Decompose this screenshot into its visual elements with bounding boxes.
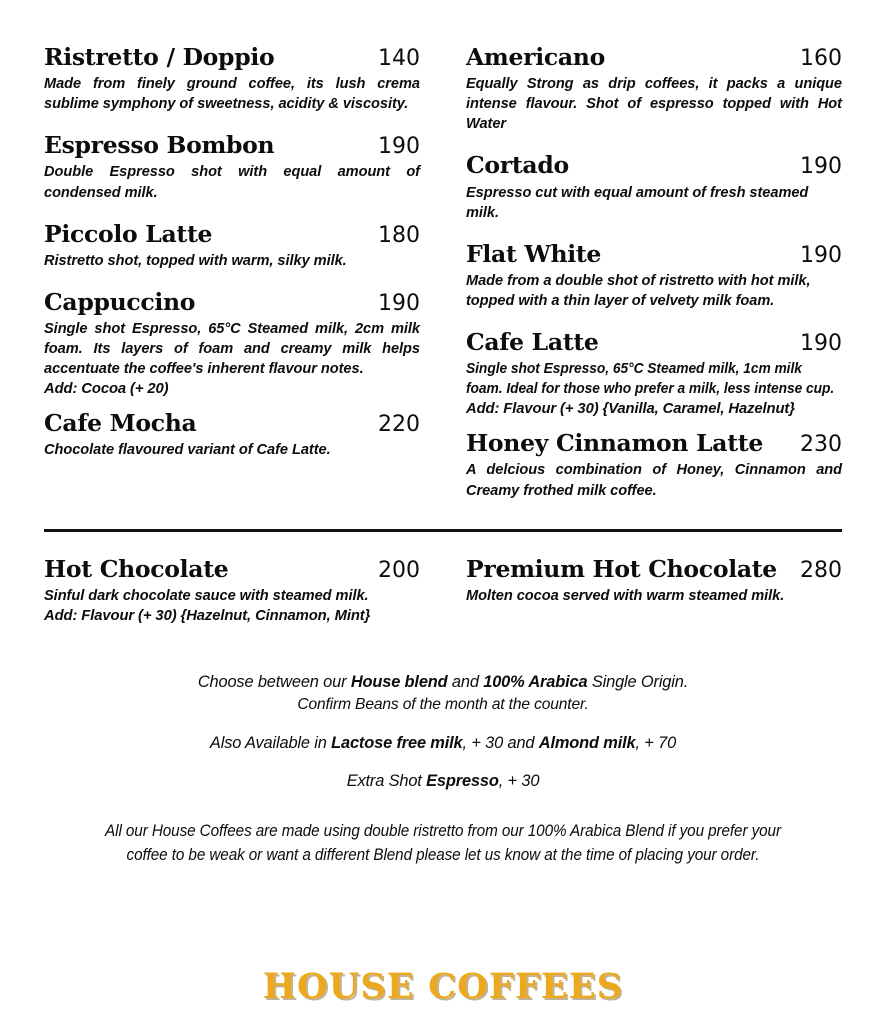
menu-item-name: Ristretto / Doppio bbox=[44, 43, 275, 71]
blend-note-bold-1: House blend bbox=[350, 672, 448, 691]
menu-item-price: 190 bbox=[378, 134, 420, 160]
menu-item-description: Sinful dark chocolate sauce with steamed milk. bbox=[44, 587, 369, 604]
menu-item-name: Honey Cinnamon Latte bbox=[466, 429, 763, 458]
milk-note-line bbox=[44, 732, 842, 755]
menu-item-header bbox=[466, 152, 842, 179]
milk-note-bold-2: Almond milk bbox=[538, 734, 636, 753]
menu-item[interactable] bbox=[44, 289, 420, 400]
menu-item-description: Made from a double shot of ristretto with hot milk, topped with a thin layer of velvety milk foam. bbox=[466, 272, 811, 309]
menu-item[interactable] bbox=[44, 44, 420, 114]
blend-note bbox=[44, 671, 842, 716]
menu-item-name: Cafe Latte bbox=[466, 328, 599, 357]
disclaimer-text: All our House Coffees are made using double ristretto from our 100% Arabica Blend if you prefer your coffee to be weak or want a different Blend please let us know at the time of placing your order. bbox=[105, 820, 781, 865]
menu-item-description: Equally Strong as drip coffees, it packs a unique intense flavour. Shot of espresso topped with Hot Water bbox=[466, 76, 842, 133]
menu-item-price: 220 bbox=[378, 412, 420, 438]
menu-item-name: Hot Chocolate bbox=[44, 554, 229, 583]
menu-item-header bbox=[44, 556, 420, 583]
menu-item-price: 190 bbox=[800, 242, 842, 268]
menu-item-price: 160 bbox=[800, 46, 842, 71]
menu-item-name: Cappuccino bbox=[44, 287, 196, 316]
milk-note-text-2: , + 30 and bbox=[462, 734, 539, 753]
blend-note-text-2: and bbox=[447, 672, 484, 691]
menu-item-addon: Add: Flavour (+ 30) {Hazelnut, Cinnamon, Mint} bbox=[44, 607, 371, 624]
menu-item-header bbox=[466, 430, 842, 457]
menu-item-price: 230 bbox=[800, 432, 842, 458]
menu-item-description: Ristretto shot, topped with warm, silky milk. bbox=[44, 252, 347, 269]
menu-item-price: 140 bbox=[378, 46, 420, 71]
menu-item-description: Single shot Espresso, 65°C Steamed milk, 1cm milk foam. Ideal for those who prefer a milk, less intense cup. bbox=[466, 361, 835, 398]
menu-item-header bbox=[466, 329, 842, 356]
menu-item-price: 200 bbox=[378, 557, 420, 583]
extra-shot-bold-1: Espresso bbox=[426, 771, 499, 790]
menu-item-name: Cortado bbox=[466, 151, 569, 180]
footer-title bbox=[0, 966, 886, 1007]
menu-item-description: Double Espresso shot with equal amount of condensed milk. bbox=[44, 164, 420, 201]
extra-shot-note bbox=[44, 770, 842, 793]
menu-item-description: Espresso cut with equal amount of fresh steamed milk. bbox=[466, 184, 809, 221]
menu-item-addon: Add: Flavour (+ 30) {Vanilla, Caramel, Hazelnut} bbox=[466, 401, 795, 418]
menu-item-price: 190 bbox=[800, 331, 842, 357]
menu-item-price: 190 bbox=[378, 290, 420, 316]
blend-note-line bbox=[44, 671, 842, 694]
menu-item-name: Cafe Mocha bbox=[44, 409, 197, 438]
menu-item[interactable] bbox=[466, 329, 842, 420]
coffee-left-column bbox=[44, 44, 420, 519]
menu-item-name: Flat White bbox=[466, 239, 602, 268]
blend-note-subline: Confirm Beans of the month at the counter. bbox=[297, 696, 589, 714]
menu-item-price: 280 bbox=[800, 557, 842, 583]
blend-note-text-3: Single Origin. bbox=[587, 672, 689, 691]
menu-item-description: Single shot Espresso, 65°C Steamed milk, 2cm milk foam. Its layers of foam and creamy milk helps accentuate the coffee's inherent flavour notes. bbox=[44, 320, 420, 378]
footer-title-text: HOUSE COFFEES bbox=[262, 966, 624, 1007]
menu-item-header bbox=[466, 241, 842, 268]
menu-item-description: A delcious combination of Honey, Cinnamon and Creamy frothed milk coffee. bbox=[466, 462, 842, 499]
milk-note-text-1: Also Available in bbox=[209, 734, 332, 753]
menu-item-name: Premium Hot Chocolate bbox=[466, 554, 777, 583]
coffee-right-column bbox=[466, 44, 842, 519]
menu-item-description: Molten cocoa served with warm steamed milk. bbox=[466, 587, 785, 604]
menu-item[interactable] bbox=[44, 132, 420, 202]
menu-item-header bbox=[44, 289, 420, 316]
menu-item-addon: Add: Cocoa (+ 20) bbox=[44, 381, 169, 398]
menu-item-price: 190 bbox=[800, 154, 842, 180]
menu-item[interactable] bbox=[44, 556, 420, 627]
milk-note bbox=[44, 732, 842, 755]
menu-item[interactable] bbox=[466, 241, 842, 311]
chocolate-right-column bbox=[466, 556, 842, 637]
blend-note-text-1: Choose between our bbox=[197, 672, 351, 691]
blend-note-bold-2: 100% Arabica bbox=[483, 672, 588, 691]
menu-item-header bbox=[466, 44, 842, 71]
coffee-section bbox=[44, 44, 842, 519]
notes-section bbox=[44, 671, 842, 868]
menu-item-header bbox=[44, 132, 420, 159]
menu-item[interactable] bbox=[44, 410, 420, 460]
menu-item-name: Piccolo Latte bbox=[44, 219, 213, 248]
chocolate-section bbox=[44, 556, 842, 637]
menu-item-price: 180 bbox=[378, 222, 420, 248]
menu-item[interactable] bbox=[466, 556, 842, 606]
menu-item[interactable] bbox=[44, 221, 420, 271]
menu-item-description: Made from finely ground coffee, its lush crema sublime symphony of sweetness, acidity & viscosity. bbox=[44, 76, 420, 113]
chocolate-left-column bbox=[44, 556, 420, 637]
menu-item-header bbox=[44, 410, 420, 437]
milk-note-bold-1: Lactose free milk bbox=[331, 734, 463, 753]
menu-item-name: Americano bbox=[466, 43, 605, 71]
extra-shot-note-line bbox=[44, 770, 842, 793]
section-divider bbox=[44, 529, 842, 532]
menu-item[interactable] bbox=[466, 430, 842, 500]
milk-note-text-3: , + 70 bbox=[635, 734, 677, 753]
menu-item-description: Chocolate flavoured variant of Cafe Latte. bbox=[44, 442, 331, 459]
extra-shot-text-2: , + 30 bbox=[498, 771, 540, 790]
menu-item-header bbox=[44, 221, 420, 248]
menu-item[interactable] bbox=[466, 152, 842, 222]
menu-item-name: Espresso Bombon bbox=[44, 131, 275, 160]
menu-item-header bbox=[44, 44, 420, 71]
menu-item-header bbox=[466, 556, 842, 583]
menu-item[interactable] bbox=[466, 44, 842, 134]
extra-shot-text-1: Extra Shot bbox=[346, 771, 427, 790]
